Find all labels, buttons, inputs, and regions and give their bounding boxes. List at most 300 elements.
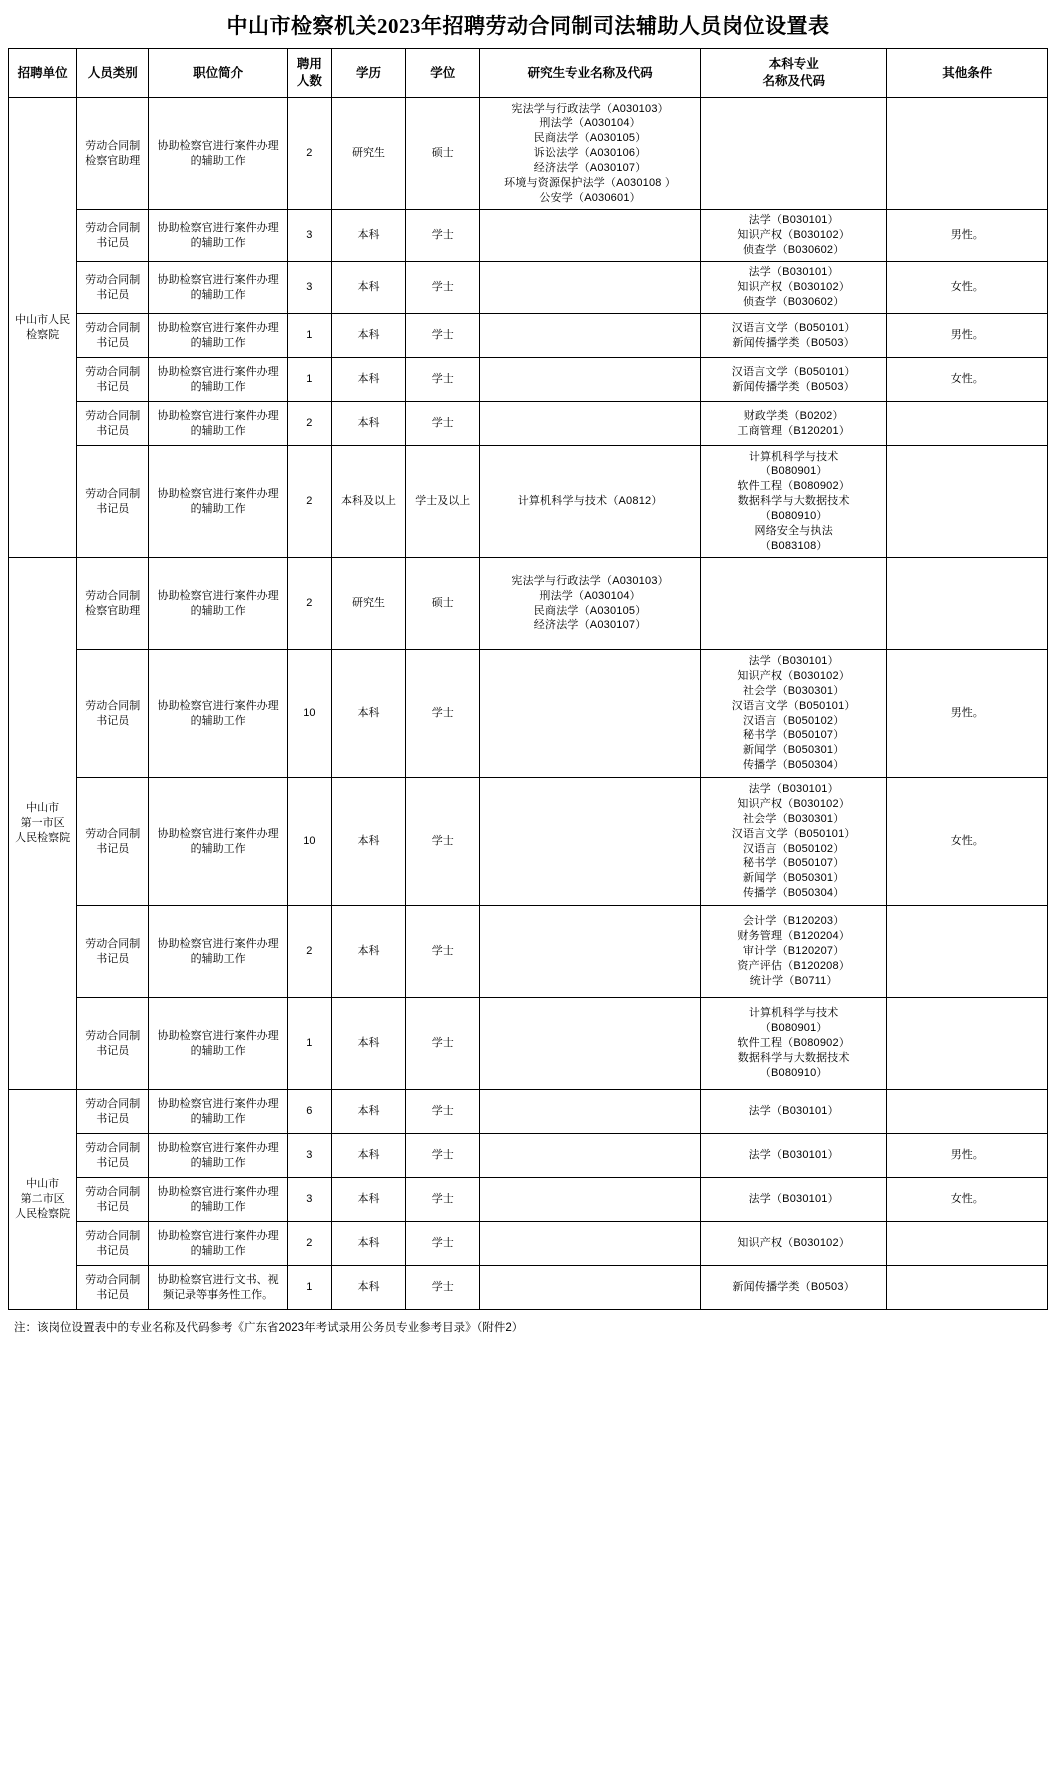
position-description-line: 协助检察官进行案件办理 [157, 1185, 279, 1198]
position-description-line: 协助检察官进行案件办理 [157, 1029, 279, 1042]
undergraduate-major-line: 社会学（B030301） [742, 812, 845, 825]
education-cell: 本科 [331, 262, 405, 314]
undergraduate-major-line: 汉语言（B050102） [742, 714, 845, 727]
column-header-other-conditions: 其他条件 [887, 49, 1048, 98]
degree-cell: 学士 [406, 1178, 480, 1222]
undergraduate-major-line: 工商管理（B120201） [737, 424, 851, 437]
personnel-category-line: 书记员 [96, 1200, 130, 1213]
other-conditions-cell [887, 1222, 1048, 1266]
personnel-category-line: 书记员 [96, 1044, 130, 1057]
graduate-major-cell [480, 1266, 701, 1310]
undergraduate-major-line: 法学（B030101） [748, 655, 839, 668]
undergraduate-major-line: 社会学（B030301） [742, 684, 845, 697]
position-description-line: 协助检察官进行案件办理 [157, 273, 279, 286]
undergraduate-major-line: 汉语言（B050102） [742, 842, 845, 855]
unit-name-line: 人民检察院 [15, 1207, 71, 1220]
personnel-category-cell [77, 650, 149, 778]
education-cell: 本科 [331, 906, 405, 998]
personnel-category-cell [77, 906, 149, 998]
personnel-category-line: 书记员 [96, 336, 130, 349]
position-description-line: 协助检察官进行案件办理 [157, 487, 279, 500]
personnel-category-line: 劳动合同制 [85, 937, 141, 950]
graduate-major-cell [480, 1090, 701, 1134]
table-row [9, 998, 1048, 1090]
undergraduate-major-line: 知识产权（B030102） [737, 669, 851, 682]
undergraduate-major-line: 汉语言文学（B050101） [731, 699, 856, 712]
position-description-cell [149, 778, 287, 906]
undergraduate-major-cell [700, 98, 887, 210]
undergraduate-major-cell [700, 1266, 887, 1310]
personnel-category-cell [77, 1266, 149, 1310]
position-description-line: 的辅助工作 [190, 604, 246, 617]
undergraduate-major-line: 法学（B030101） [748, 1193, 839, 1206]
hire-count-cell: 10 [287, 650, 331, 778]
undergraduate-major-line: 新闻学（B050301） [742, 872, 845, 885]
other-conditions-cell: 男性。 [887, 1134, 1048, 1178]
hire-count-cell: 1 [287, 1266, 331, 1310]
graduate-major-line: 民商法学（A030105） [533, 132, 647, 145]
undergraduate-major-line: （B083108） [759, 539, 828, 552]
graduate-major-cell [480, 358, 701, 402]
table-row [9, 98, 1048, 210]
education-cell: 本科 [331, 358, 405, 402]
graduate-major-line: 宪法学与行政法学（A030103） [511, 574, 669, 587]
unit-name-line: 中山市 [26, 802, 60, 815]
personnel-category-line: 劳动合同制 [85, 321, 141, 334]
graduate-major-line: 宪法学与行政法学（A030103） [511, 102, 669, 115]
graduate-major-line: 刑法学（A030104） [539, 117, 641, 130]
table-row [9, 1178, 1048, 1222]
position-description-line: 的辅助工作 [190, 1200, 246, 1213]
degree-cell: 学士 [406, 314, 480, 358]
unit-name-line: 第二市区 [20, 1193, 65, 1206]
table-row [9, 1222, 1048, 1266]
undergraduate-major-line: 新闻传播学类（B0503） [732, 1281, 855, 1294]
position-description-line: 的辅助工作 [190, 842, 246, 855]
education-cell: 研究生 [331, 98, 405, 210]
undergraduate-major-line: 财政学类（B0202） [743, 409, 844, 422]
undergraduate-major-line: 新闻传播学类（B0503） [732, 380, 855, 393]
education-cell: 本科 [331, 314, 405, 358]
education-cell: 本科 [331, 998, 405, 1090]
graduate-major-cell [480, 778, 701, 906]
undergraduate-major-line: 软件工程（B080902） [737, 1037, 851, 1050]
undergraduate-major-line: 汉语言文学（B050101） [731, 827, 856, 840]
hire-count-cell: 3 [287, 262, 331, 314]
undergraduate-major-line: 知识产权（B030102） [737, 797, 851, 810]
undergraduate-major-cell [700, 402, 887, 446]
position-description-cell [149, 1266, 287, 1310]
hire-count-cell: 1 [287, 998, 331, 1090]
degree-cell: 学士 [406, 906, 480, 998]
degree-cell: 学士 [406, 778, 480, 906]
other-conditions-cell [887, 402, 1048, 446]
table-row [9, 358, 1048, 402]
personnel-category-cell [77, 998, 149, 1090]
column-header-hire-count-line1: 聘用 [296, 57, 322, 72]
undergraduate-major-cell [700, 998, 887, 1090]
column-header-category: 人员类别 [77, 49, 149, 98]
undergraduate-major-line: 计算机科学与技术 [748, 1007, 839, 1020]
position-description-cell [149, 998, 287, 1090]
personnel-category-cell [77, 446, 149, 558]
undergraduate-major-line: 秘书学（B050107） [742, 729, 845, 742]
table-row [9, 778, 1048, 906]
hire-count-cell: 2 [287, 906, 331, 998]
position-description-line: 的辅助工作 [190, 424, 246, 437]
position-description-cell [149, 650, 287, 778]
column-header-unit: 招聘单位 [9, 49, 77, 98]
position-description-cell [149, 262, 287, 314]
hire-count-cell: 2 [287, 1222, 331, 1266]
undergraduate-major-cell [700, 314, 887, 358]
column-header-undergraduate-major-line1: 本科专业 [768, 57, 819, 72]
undergraduate-major-line: 法学（B030101） [748, 783, 839, 796]
personnel-category-line: 劳动合同制 [85, 1273, 141, 1286]
position-description-line: 的辅助工作 [190, 236, 246, 249]
other-conditions-cell [887, 906, 1048, 998]
graduate-major-cell [480, 446, 701, 558]
other-conditions-cell: 女性。 [887, 358, 1048, 402]
position-description-line: 协助检察官进行案件办理 [157, 139, 279, 152]
other-conditions-cell: 男性。 [887, 210, 1048, 262]
undergraduate-major-line: 网络安全与执法 [754, 524, 833, 537]
position-description-cell [149, 98, 287, 210]
undergraduate-major-line: 知识产权（B030102） [737, 281, 851, 294]
column-header-undergraduate-major-line2: 名称及代码 [762, 74, 825, 88]
other-conditions-cell [887, 446, 1048, 558]
graduate-major-line: 计算机科学与技术（A0812） [517, 495, 663, 508]
other-conditions-cell [887, 98, 1048, 210]
position-description-line: 的辅助工作 [190, 380, 246, 393]
graduate-major-cell [480, 1134, 701, 1178]
personnel-category-line: 劳动合同制 [85, 1029, 141, 1042]
graduate-major-cell [480, 402, 701, 446]
position-description-cell [149, 402, 287, 446]
undergraduate-major-line: 汉语言文学（B050101） [731, 321, 856, 334]
degree-cell: 硕士 [406, 558, 480, 650]
personnel-category-cell [77, 314, 149, 358]
graduate-major-cell [480, 262, 701, 314]
personnel-category-line: 劳动合同制 [85, 699, 141, 712]
undergraduate-major-line: 计算机科学与技术 [748, 450, 839, 463]
education-cell: 本科 [331, 650, 405, 778]
hire-count-cell: 3 [287, 1178, 331, 1222]
graduate-major-cell [480, 1222, 701, 1266]
personnel-category-cell [77, 1090, 149, 1134]
personnel-category-cell [77, 98, 149, 210]
column-header-hire-count [287, 49, 331, 98]
undergraduate-major-cell [700, 1090, 887, 1134]
position-description-line: 的辅助工作 [190, 714, 246, 727]
hire-count-cell: 2 [287, 402, 331, 446]
education-cell: 本科 [331, 1222, 405, 1266]
other-conditions-cell: 女性。 [887, 1178, 1048, 1222]
undergraduate-major-cell [700, 558, 887, 650]
job-positions-table [8, 48, 1048, 1310]
position-description-line: 的辅助工作 [190, 336, 246, 349]
position-description-cell [149, 210, 287, 262]
undergraduate-major-line: 知识产权（B030102） [737, 1237, 851, 1250]
position-description-line: 协助检察官进行案件办理 [157, 1229, 279, 1242]
hire-count-cell: 3 [287, 210, 331, 262]
undergraduate-major-cell [700, 778, 887, 906]
personnel-category-line: 劳动合同制 [85, 409, 141, 422]
graduate-major-cell [480, 210, 701, 262]
degree-cell: 学士 [406, 210, 480, 262]
table-body [9, 98, 1048, 1310]
personnel-category-line: 书记员 [96, 714, 130, 727]
personnel-category-line: 书记员 [96, 380, 130, 393]
position-description-line: 协助检察官进行案件办理 [157, 589, 279, 602]
personnel-category-line: 劳动合同制 [85, 1141, 141, 1154]
undergraduate-major-line: 法学（B030101） [748, 1149, 839, 1162]
personnel-category-line: 劳动合同制 [85, 273, 141, 286]
position-description-line: 协助检察官进行案件办理 [157, 699, 279, 712]
personnel-category-line: 书记员 [96, 952, 130, 965]
graduate-major-cell [480, 906, 701, 998]
undergraduate-major-line: 侦查学（B030602） [742, 243, 845, 256]
column-header-hire-count-line2: 人数 [296, 74, 322, 88]
graduate-major-line: 经济法学（A030107） [533, 161, 647, 174]
graduate-major-line: 民商法学（A030105） [533, 604, 647, 617]
personnel-category-line: 劳动合同制 [85, 827, 141, 840]
personnel-category-cell [77, 262, 149, 314]
personnel-category-line: 书记员 [96, 1288, 130, 1301]
other-conditions-cell [887, 1266, 1048, 1310]
table-row [9, 210, 1048, 262]
table-row [9, 314, 1048, 358]
table-header [9, 49, 1048, 98]
position-description-cell [149, 1222, 287, 1266]
undergraduate-major-line: 软件工程（B080902） [737, 480, 851, 493]
other-conditions-cell [887, 998, 1048, 1090]
unit-name-line: 人民检察院 [15, 831, 71, 844]
personnel-category-cell [77, 778, 149, 906]
undergraduate-major-line: 法学（B030101） [748, 214, 839, 227]
position-description-line: 的辅助工作 [190, 952, 246, 965]
column-header-education: 学历 [331, 49, 405, 98]
column-header-undergraduate-major [700, 49, 887, 98]
table-row [9, 1266, 1048, 1310]
undergraduate-major-cell [700, 446, 887, 558]
personnel-category-line: 书记员 [96, 288, 130, 301]
degree-cell: 学士 [406, 1134, 480, 1178]
undergraduate-major-cell [700, 262, 887, 314]
other-conditions-cell: 女性。 [887, 778, 1048, 906]
page-title: 中山市检察机关2023年招聘劳动合同制司法辅助人员岗位设置表 [226, 14, 830, 38]
education-cell: 本科 [331, 1178, 405, 1222]
undergraduate-major-cell [700, 358, 887, 402]
undergraduate-major-line: 知识产权（B030102） [737, 229, 851, 242]
undergraduate-major-line: 数据科学与大数据技术 [737, 495, 850, 508]
undergraduate-major-line: 审计学（B120207） [742, 945, 845, 958]
degree-cell: 学士及以上 [406, 446, 480, 558]
table-row [9, 1090, 1048, 1134]
table-row [9, 906, 1048, 998]
recruiting-unit-cell [9, 558, 77, 1090]
other-conditions-cell [887, 558, 1048, 650]
other-conditions-cell: 男性。 [887, 314, 1048, 358]
undergraduate-major-line: （B080910） [759, 1066, 828, 1079]
position-description-line: 协助检察官进行案件办理 [157, 1141, 279, 1154]
position-description-line: 协助检察官进行案件办理 [157, 321, 279, 334]
degree-cell: 学士 [406, 262, 480, 314]
degree-cell: 学士 [406, 1090, 480, 1134]
recruiting-unit-cell [9, 1090, 77, 1310]
position-description-line: 的辅助工作 [190, 1244, 246, 1257]
hire-count-cell: 6 [287, 1090, 331, 1134]
undergraduate-major-cell [700, 1178, 887, 1222]
position-description-line: 的辅助工作 [190, 1044, 246, 1057]
personnel-category-line: 书记员 [96, 842, 130, 855]
unit-name-line: 第一市区 [20, 817, 65, 830]
column-header-description: 职位简介 [149, 49, 287, 98]
position-description-line: 协助检察官进行案件办理 [157, 365, 279, 378]
undergraduate-major-line: 新闻传播学类（B0503） [732, 336, 855, 349]
undergraduate-major-line: 数据科学与大数据技术 [737, 1051, 850, 1064]
hire-count-cell: 2 [287, 98, 331, 210]
hire-count-cell: 2 [287, 446, 331, 558]
personnel-category-line: 劳动合同制 [85, 1185, 141, 1198]
graduate-major-line: 刑法学（A030104） [539, 589, 641, 602]
personnel-category-cell [77, 210, 149, 262]
position-description-line: 的辅助工作 [190, 1112, 246, 1125]
undergraduate-major-line: （B080901） [759, 1022, 828, 1035]
position-description-line: 协助检察官进行文书、视 [157, 1273, 279, 1286]
graduate-major-cell [480, 998, 701, 1090]
undergraduate-major-line: （B080910） [759, 509, 828, 522]
undergraduate-major-line: 资产评估（B120208） [737, 959, 851, 972]
personnel-category-cell [77, 1222, 149, 1266]
personnel-category-line: 劳动合同制 [85, 221, 141, 234]
undergraduate-major-cell [700, 1222, 887, 1266]
personnel-category-line: 劳动合同制 [85, 1097, 141, 1110]
personnel-category-line: 书记员 [96, 1156, 130, 1169]
undergraduate-major-line: 秘书学（B050107） [742, 857, 845, 870]
degree-cell: 学士 [406, 998, 480, 1090]
position-description-cell [149, 906, 287, 998]
degree-cell: 学士 [406, 650, 480, 778]
table-row [9, 650, 1048, 778]
undergraduate-major-line: 传播学（B050304） [742, 759, 845, 772]
hire-count-cell: 3 [287, 1134, 331, 1178]
undergraduate-major-line: 新闻学（B050301） [742, 744, 845, 757]
degree-cell: 学士 [406, 358, 480, 402]
graduate-major-cell [480, 314, 701, 358]
graduate-major-cell [480, 558, 701, 650]
hire-count-cell: 2 [287, 558, 331, 650]
graduate-major-cell [480, 650, 701, 778]
personnel-category-line: 劳动合同制 [85, 487, 141, 500]
other-conditions-cell: 男性。 [887, 650, 1048, 778]
graduate-major-line: 公安学（A030601） [539, 191, 641, 204]
undergraduate-major-cell [700, 1134, 887, 1178]
degree-cell: 学士 [406, 402, 480, 446]
undergraduate-major-line: 法学（B030101） [748, 266, 839, 279]
graduate-major-line: 经济法学（A030107） [533, 619, 647, 632]
graduate-major-cell [480, 98, 701, 210]
position-description-cell [149, 558, 287, 650]
unit-name-line: 中山市 [26, 1178, 60, 1191]
position-description-cell [149, 1134, 287, 1178]
table-row [9, 558, 1048, 650]
education-cell: 本科 [331, 778, 405, 906]
personnel-category-line: 书记员 [96, 424, 130, 437]
undergraduate-major-line: 侦查学（B030602） [742, 295, 845, 308]
table-row [9, 446, 1048, 558]
personnel-category-line: 书记员 [96, 502, 130, 515]
column-header-graduate-major: 研究生专业名称及代码 [480, 49, 701, 98]
graduate-major-line: 诉讼法学（A030106） [533, 147, 647, 160]
education-cell: 本科及以上 [331, 446, 405, 558]
footnote: 注：该岗位设置表中的专业名称及代码参考《广东省2023年考试录用公务员专业参考目录》（附件2） [14, 1322, 524, 1334]
personnel-category-line: 劳动合同制 [85, 589, 141, 602]
position-description-cell [149, 1090, 287, 1134]
position-description-line: 的辅助工作 [190, 502, 246, 515]
degree-cell: 学士 [406, 1222, 480, 1266]
personnel-category-line: 书记员 [96, 1112, 130, 1125]
education-cell: 研究生 [331, 558, 405, 650]
education-cell: 本科 [331, 402, 405, 446]
education-cell: 本科 [331, 1090, 405, 1134]
personnel-category-line: 书记员 [96, 236, 130, 249]
undergraduate-major-cell [700, 650, 887, 778]
personnel-category-line: 书记员 [96, 1244, 130, 1257]
column-header-degree: 学位 [406, 49, 480, 98]
table-row [9, 402, 1048, 446]
undergraduate-major-line: 会计学（B120203） [742, 915, 845, 928]
undergraduate-major-cell [700, 906, 887, 998]
position-description-line: 的辅助工作 [190, 1156, 246, 1169]
position-description-line: 协助检察官进行案件办理 [157, 827, 279, 840]
personnel-category-cell [77, 1134, 149, 1178]
recruiting-unit-cell [9, 98, 77, 558]
table-row [9, 262, 1048, 314]
position-description-line: 的辅助工作 [190, 154, 246, 167]
personnel-category-cell [77, 558, 149, 650]
degree-cell: 学士 [406, 1266, 480, 1310]
personnel-category-cell [77, 358, 149, 402]
other-conditions-cell: 女性。 [887, 262, 1048, 314]
position-description-line: 协助检察官进行案件办理 [157, 221, 279, 234]
position-description-cell [149, 1178, 287, 1222]
position-description-cell [149, 358, 287, 402]
personnel-category-cell [77, 402, 149, 446]
personnel-category-line: 检察官助理 [85, 154, 141, 167]
table-row [9, 1134, 1048, 1178]
personnel-category-cell [77, 1178, 149, 1222]
undergraduate-major-cell [700, 210, 887, 262]
position-description-line: 协助检察官进行案件办理 [157, 409, 279, 422]
education-cell: 本科 [331, 1134, 405, 1178]
table-header-row [9, 49, 1048, 98]
unit-name-line: 中山市人民 [15, 313, 71, 326]
undergraduate-major-line: 财务管理（B120204） [737, 930, 851, 943]
graduate-major-line: 环境与资源保护法学（A030108 ） [504, 176, 677, 189]
unit-name-line: 检察院 [26, 328, 60, 341]
hire-count-cell: 1 [287, 358, 331, 402]
position-description-cell [149, 314, 287, 358]
position-description-line: 协助检察官进行案件办理 [157, 937, 279, 950]
personnel-category-line: 劳动合同制 [85, 365, 141, 378]
position-description-line: 协助检察官进行案件办理 [157, 1097, 279, 1110]
position-description-line: 的辅助工作 [190, 288, 246, 301]
education-cell: 本科 [331, 1266, 405, 1310]
other-conditions-cell [887, 1090, 1048, 1134]
education-cell: 本科 [331, 210, 405, 262]
undergraduate-major-line: （B080901） [759, 465, 828, 478]
